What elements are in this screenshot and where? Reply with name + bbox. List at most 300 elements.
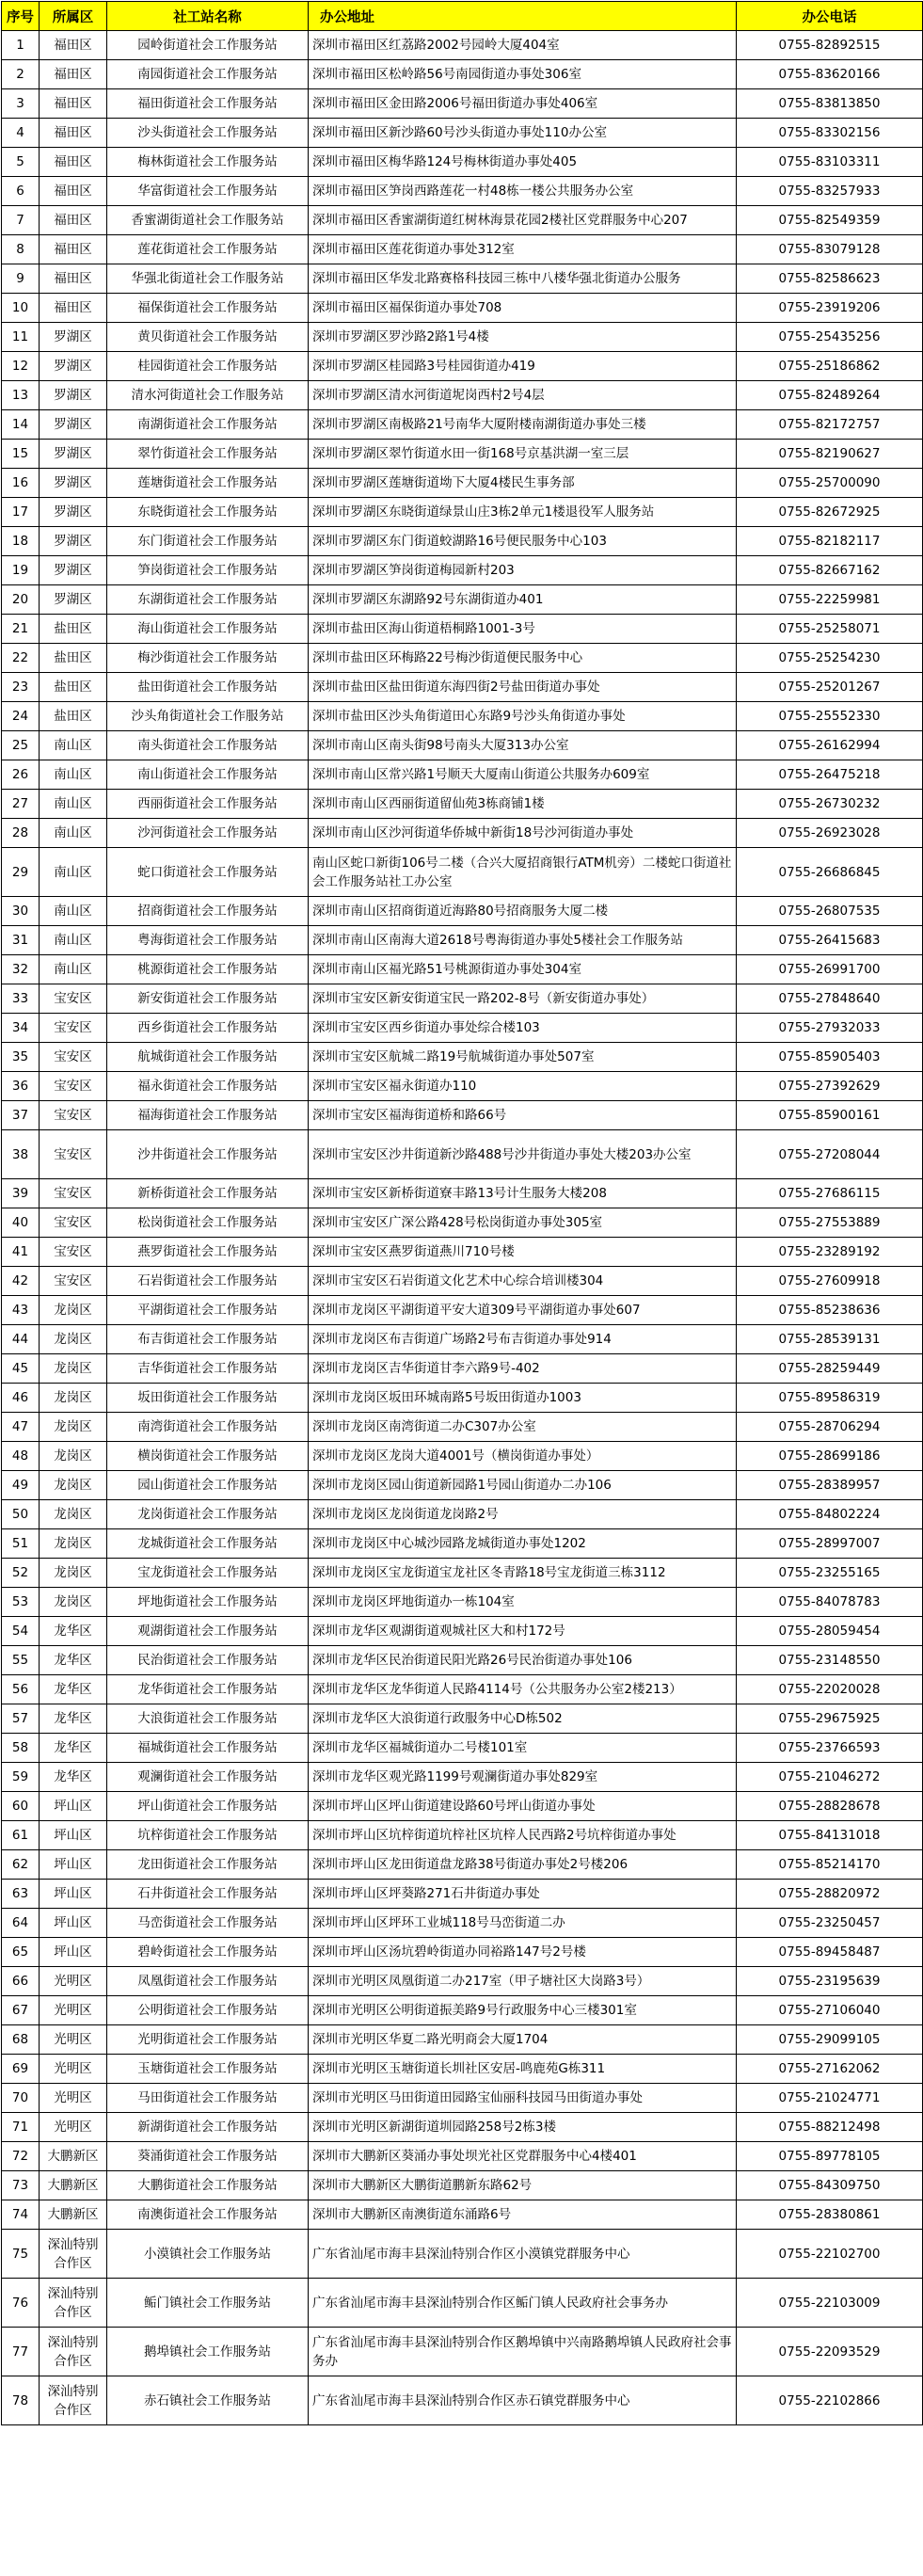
row-district: 龙岗区 <box>40 1354 107 1384</box>
table-row <box>2 1267 923 1296</box>
row-district: 龙岗区 <box>40 1325 107 1354</box>
row-station-name: 小漠镇社会工作服务站 <box>107 2230 309 2279</box>
row-number: 45 <box>2 1354 40 1384</box>
row-district: 坪山区 <box>40 1880 107 1909</box>
table-row <box>2 1471 923 1500</box>
row-station-name: 龙田街道社会工作服务站 <box>107 1850 309 1880</box>
row-station-name: 光明街道社会工作服务站 <box>107 2025 309 2055</box>
row-phone: 0755-82892515 <box>737 31 923 60</box>
row-station-name: 蛇口街道社会工作服务站 <box>107 848 309 897</box>
row-number: 61 <box>2 1821 40 1850</box>
table-row <box>2 1821 923 1850</box>
table-row <box>2 440 923 469</box>
row-district: 福田区 <box>40 60 107 89</box>
row-station-name: 鲘门镇社会工作服务站 <box>107 2279 309 2328</box>
row-station-name: 观澜街道社会工作服务站 <box>107 1763 309 1792</box>
row-address: 深圳市龙岗区中心城沙园路龙城街道办事处1202 <box>309 1529 737 1559</box>
row-number: 6 <box>2 177 40 206</box>
row-number: 42 <box>2 1267 40 1296</box>
row-address: 深圳市福田区笋岗西路莲花一村48栋一楼公共服务办公室 <box>309 177 737 206</box>
row-district: 龙岗区 <box>40 1588 107 1617</box>
row-number: 76 <box>2 2279 40 2328</box>
row-number: 78 <box>2 2376 40 2425</box>
table-row <box>2 1296 923 1325</box>
row-station-name: 坑梓街道社会工作服务站 <box>107 1821 309 1850</box>
row-district: 光明区 <box>40 2113 107 2142</box>
row-station-name: 莲花街道社会工作服务站 <box>107 235 309 264</box>
table-row <box>2 2376 923 2425</box>
row-address: 深圳市南山区南海大道2618号粤海街道办事处5楼社会工作服务站 <box>309 926 737 955</box>
row-number: 44 <box>2 1325 40 1354</box>
row-phone: 0755-22103009 <box>737 2279 923 2328</box>
row-station-name: 布吉街道社会工作服务站 <box>107 1325 309 1354</box>
row-phone: 0755-28828678 <box>737 1792 923 1821</box>
row-phone: 0755-22093529 <box>737 2328 923 2376</box>
row-station-name: 民治街道社会工作服务站 <box>107 1646 309 1675</box>
row-number: 49 <box>2 1471 40 1500</box>
row-district: 南山区 <box>40 731 107 760</box>
row-address: 深圳市宝安区西乡街道办事处综合楼103 <box>309 1014 737 1043</box>
row-number: 11 <box>2 323 40 352</box>
row-number: 64 <box>2 1909 40 1938</box>
row-phone: 0755-21024771 <box>737 2084 923 2113</box>
row-address: 深圳市宝安区新安街道宝民一路202-8号（新安街道办事处） <box>309 984 737 1014</box>
row-number: 3 <box>2 89 40 119</box>
row-district: 福田区 <box>40 177 107 206</box>
row-number: 55 <box>2 1646 40 1675</box>
row-phone: 0755-82190627 <box>737 440 923 469</box>
row-station-name: 南园街道社会工作服务站 <box>107 60 309 89</box>
row-phone: 0755-26415683 <box>737 926 923 955</box>
row-phone: 0755-28997007 <box>737 1529 923 1559</box>
row-number: 25 <box>2 731 40 760</box>
row-district: 龙岗区 <box>40 1529 107 1559</box>
row-address: 深圳市盐田区沙头角街道田心东路9号沙头角街道办事处 <box>309 702 737 731</box>
row-number: 12 <box>2 352 40 381</box>
row-address: 深圳市福田区松岭路56号南园街道办事处306室 <box>309 60 737 89</box>
row-district: 罗湖区 <box>40 381 107 410</box>
row-district: 宝安区 <box>40 1238 107 1267</box>
row-number: 39 <box>2 1179 40 1208</box>
row-number: 33 <box>2 984 40 1014</box>
row-station-name: 石岩街道社会工作服务站 <box>107 1267 309 1296</box>
row-phone: 0755-25435256 <box>737 323 923 352</box>
table-row <box>2 177 923 206</box>
table-row <box>2 119 923 148</box>
row-district: 宝安区 <box>40 1043 107 1072</box>
table-row <box>2 1014 923 1043</box>
row-station-name: 吉华街道社会工作服务站 <box>107 1354 309 1384</box>
row-district: 南山区 <box>40 848 107 897</box>
row-district: 龙华区 <box>40 1734 107 1763</box>
row-station-name: 鹅埠镇社会工作服务站 <box>107 2328 309 2376</box>
row-station-name: 坂田街道社会工作服务站 <box>107 1384 309 1413</box>
row-district: 罗湖区 <box>40 585 107 615</box>
row-phone: 0755-27609918 <box>737 1267 923 1296</box>
row-station-name: 龙华街道社会工作服务站 <box>107 1675 309 1704</box>
row-address: 深圳市南山区西丽街道留仙苑3栋商铺1楼 <box>309 790 737 819</box>
row-address: 深圳市坪山区坪葵路271石井街道办事处 <box>309 1880 737 1909</box>
row-district: 龙岗区 <box>40 1500 107 1529</box>
row-district: 大鹏新区 <box>40 2171 107 2200</box>
table-row <box>2 585 923 615</box>
row-address: 深圳市光明区新湖街道圳园路258号2栋3楼 <box>309 2113 737 2142</box>
row-station-name: 翠竹街道社会工作服务站 <box>107 440 309 469</box>
row-phone: 0755-25552330 <box>737 702 923 731</box>
row-number: 73 <box>2 2171 40 2200</box>
row-phone: 0755-85900161 <box>737 1101 923 1130</box>
row-district: 龙岗区 <box>40 1296 107 1325</box>
table-row <box>2 2279 923 2328</box>
row-address: 深圳市宝安区沙井街道新沙路488号沙井街道办事处大楼203办公室 <box>309 1130 737 1179</box>
row-district: 光明区 <box>40 2084 107 2113</box>
row-address: 深圳市宝安区福永街道办110 <box>309 1072 737 1101</box>
row-district: 光明区 <box>40 1967 107 1996</box>
row-station-name: 马峦街道社会工作服务站 <box>107 1909 309 1938</box>
row-number: 18 <box>2 527 40 556</box>
row-district: 南山区 <box>40 955 107 984</box>
row-phone: 0755-83103311 <box>737 148 923 177</box>
row-number: 26 <box>2 760 40 790</box>
row-station-name: 园岭街道社会工作服务站 <box>107 31 309 60</box>
table-row <box>2 2230 923 2279</box>
row-number: 50 <box>2 1500 40 1529</box>
row-address: 广东省汕尾市海丰县深汕特别合作区鹅埠镇中兴南路鹅埠镇人民政府社会事务办 <box>309 2328 737 2376</box>
row-station-name: 龙城街道社会工作服务站 <box>107 1529 309 1559</box>
row-phone: 0755-82549359 <box>737 206 923 235</box>
row-number: 63 <box>2 1880 40 1909</box>
row-phone: 0755-28059454 <box>737 1617 923 1646</box>
table-row <box>2 294 923 323</box>
table-row <box>2 264 923 294</box>
row-number: 51 <box>2 1529 40 1559</box>
row-station-name: 福田街道社会工作服务站 <box>107 89 309 119</box>
row-district: 龙岗区 <box>40 1559 107 1588</box>
row-number: 14 <box>2 410 40 440</box>
row-number: 60 <box>2 1792 40 1821</box>
table-row <box>2 1208 923 1238</box>
row-phone: 0755-22020028 <box>737 1675 923 1704</box>
row-phone: 0755-23195639 <box>737 1967 923 1996</box>
row-district: 福田区 <box>40 31 107 60</box>
row-phone: 0755-27848640 <box>737 984 923 1014</box>
row-station-name: 葵涌街道社会工作服务站 <box>107 2142 309 2171</box>
table-row <box>2 897 923 926</box>
table-row <box>2 984 923 1014</box>
row-phone: 0755-88212498 <box>737 2113 923 2142</box>
row-phone: 0755-26991700 <box>737 955 923 984</box>
row-district: 罗湖区 <box>40 410 107 440</box>
row-number: 72 <box>2 2142 40 2171</box>
row-number: 21 <box>2 615 40 644</box>
row-address: 深圳市南山区常兴路1号顺天大厦南山街道公共服务办609室 <box>309 760 737 790</box>
row-address: 深圳市龙华区观湖街道观城社区大和村172号 <box>309 1617 737 1646</box>
row-phone: 0755-23766593 <box>737 1734 923 1763</box>
row-address: 深圳市福田区红荔路2002号园岭大厦404室 <box>309 31 737 60</box>
row-phone: 0755-27932033 <box>737 1014 923 1043</box>
row-address: 深圳市龙岗区宝龙街道宝龙社区冬青路18号宝龙街道三栋3112 <box>309 1559 737 1588</box>
table-row <box>2 1384 923 1413</box>
row-station-name: 黄贝街道社会工作服务站 <box>107 323 309 352</box>
row-station-name: 香蜜湖街道社会工作服务站 <box>107 206 309 235</box>
row-district: 南山区 <box>40 760 107 790</box>
row-district: 罗湖区 <box>40 469 107 498</box>
row-station-name: 华强北街道社会工作服务站 <box>107 264 309 294</box>
row-address: 深圳市盐田区海山街道梧桐路1001-3号 <box>309 615 737 644</box>
row-number: 62 <box>2 1850 40 1880</box>
row-station-name: 南湾街道社会工作服务站 <box>107 1413 309 1442</box>
row-phone: 0755-26475218 <box>737 760 923 790</box>
row-number: 2 <box>2 60 40 89</box>
table-row <box>2 1588 923 1617</box>
table-row <box>2 615 923 644</box>
table-row <box>2 1617 923 1646</box>
row-station-name: 西乡街道社会工作服务站 <box>107 1014 309 1043</box>
row-phone: 0755-85214170 <box>737 1850 923 1880</box>
table-row <box>2 206 923 235</box>
row-address: 深圳市光明区华夏二路光明商会大厦1704 <box>309 2025 737 2055</box>
table-row <box>2 1792 923 1821</box>
row-address: 深圳市宝安区广深公路428号松岗街道办事处305室 <box>309 1208 737 1238</box>
table-row <box>2 352 923 381</box>
row-station-name: 石井街道社会工作服务站 <box>107 1880 309 1909</box>
row-address: 深圳市罗湖区罗沙路2路1号4楼 <box>309 323 737 352</box>
row-station-name: 西丽街道社会工作服务站 <box>107 790 309 819</box>
row-station-name: 东湖街道社会工作服务站 <box>107 585 309 615</box>
row-phone: 0755-22102866 <box>737 2376 923 2425</box>
row-phone: 0755-23255165 <box>737 1559 923 1588</box>
row-address: 深圳市龙岗区坪地街道办一栋104室 <box>309 1588 737 1617</box>
header-phone: 办公电话 <box>737 2 923 31</box>
row-number: 8 <box>2 235 40 264</box>
row-district: 宝安区 <box>40 1130 107 1179</box>
row-address: 深圳市光明区玉塘街道长圳社区安居-鸣鹿苑G栋311 <box>309 2055 737 2084</box>
row-number: 65 <box>2 1938 40 1967</box>
row-address: 深圳市大鹏新区葵涌办事处坝光社区党群服务中心4楼401 <box>309 2142 737 2171</box>
row-phone: 0755-28380861 <box>737 2200 923 2230</box>
row-station-name: 平湖街道社会工作服务站 <box>107 1296 309 1325</box>
row-district: 龙华区 <box>40 1646 107 1675</box>
row-station-name: 横岗街道社会工作服务站 <box>107 1442 309 1471</box>
row-district: 宝安区 <box>40 1267 107 1296</box>
row-phone: 0755-82182117 <box>737 527 923 556</box>
row-district: 宝安区 <box>40 1101 107 1130</box>
row-station-name: 华富街道社会工作服务站 <box>107 177 309 206</box>
table-row <box>2 955 923 984</box>
row-address: 深圳市龙岗区园山街道新园路1号园山街道办二办106 <box>309 1471 737 1500</box>
row-station-name: 福保街道社会工作服务站 <box>107 294 309 323</box>
row-number: 57 <box>2 1704 40 1734</box>
table-row <box>2 2200 923 2230</box>
table-row <box>2 731 923 760</box>
row-number: 9 <box>2 264 40 294</box>
row-address: 深圳市龙华区大浪街道行政服务中心D栋502 <box>309 1704 737 1734</box>
row-district: 南山区 <box>40 897 107 926</box>
row-district: 坪山区 <box>40 1909 107 1938</box>
row-station-name: 观湖街道社会工作服务站 <box>107 1617 309 1646</box>
row-address: 广东省汕尾市海丰县深汕特别合作区鲘门镇人民政府社会事务办 <box>309 2279 737 2328</box>
row-number: 59 <box>2 1763 40 1792</box>
row-address: 深圳市宝安区燕罗街道燕川710号楼 <box>309 1238 737 1267</box>
row-district: 龙华区 <box>40 1763 107 1792</box>
row-district: 坪山区 <box>40 1850 107 1880</box>
row-phone: 0755-82172757 <box>737 410 923 440</box>
table-row <box>2 2113 923 2142</box>
row-number: 22 <box>2 644 40 673</box>
table-row <box>2 527 923 556</box>
row-address: 深圳市宝安区福海街道桥和路66号 <box>309 1101 737 1130</box>
row-address: 深圳市龙岗区南湾街道二办C307办公室 <box>309 1413 737 1442</box>
row-district: 南山区 <box>40 819 107 848</box>
row-district: 盐田区 <box>40 615 107 644</box>
row-station-name: 桂园街道社会工作服务站 <box>107 352 309 381</box>
row-number: 37 <box>2 1101 40 1130</box>
row-address: 深圳市坪山区坪山街道建设路60号坪山街道办事处 <box>309 1792 737 1821</box>
table-row <box>2 1880 923 1909</box>
row-station-name: 沙头角街道社会工作服务站 <box>107 702 309 731</box>
row-district: 盐田区 <box>40 702 107 731</box>
row-phone: 0755-23289192 <box>737 1238 923 1267</box>
row-address: 深圳市福田区华发北路赛格科技园三栋中八楼华强北街道办公服务 <box>309 264 737 294</box>
table-row <box>2 1238 923 1267</box>
row-address: 深圳市坪山区汤坑碧岭街道办同裕路147号2号楼 <box>309 1938 737 1967</box>
row-district: 大鹏新区 <box>40 2142 107 2171</box>
row-number: 46 <box>2 1384 40 1413</box>
row-address: 深圳市罗湖区东湖路92号东湖街道办401 <box>309 585 737 615</box>
row-number: 16 <box>2 469 40 498</box>
table-row <box>2 1938 923 1967</box>
row-number: 54 <box>2 1617 40 1646</box>
table-row <box>2 1072 923 1101</box>
table-row <box>2 148 923 177</box>
row-address: 深圳市宝安区新桥街道寮丰路13号计生服务大楼208 <box>309 1179 737 1208</box>
table-row <box>2 1043 923 1072</box>
row-number: 10 <box>2 294 40 323</box>
row-phone: 0755-85238636 <box>737 1296 923 1325</box>
row-address: 深圳市龙华区福城街道办二号楼101室 <box>309 1734 737 1763</box>
row-district: 罗湖区 <box>40 498 107 527</box>
row-address: 广东省汕尾市海丰县深汕特别合作区小漠镇党群服务中心 <box>309 2230 737 2279</box>
row-station-name: 大浪街道社会工作服务站 <box>107 1704 309 1734</box>
row-phone: 0755-25258071 <box>737 615 923 644</box>
row-station-name: 福城街道社会工作服务站 <box>107 1734 309 1763</box>
row-phone: 0755-28389957 <box>737 1471 923 1500</box>
row-address: 深圳市福田区梅华路124号梅林街道办事处405 <box>309 148 737 177</box>
row-district: 福田区 <box>40 235 107 264</box>
row-station-name: 凤凰街道社会工作服务站 <box>107 1967 309 1996</box>
row-station-name: 新桥街道社会工作服务站 <box>107 1179 309 1208</box>
row-phone: 0755-85905403 <box>737 1043 923 1072</box>
row-station-name: 桃源街道社会工作服务站 <box>107 955 309 984</box>
row-district: 龙岗区 <box>40 1384 107 1413</box>
row-phone: 0755-23919206 <box>737 294 923 323</box>
row-phone: 0755-27162062 <box>737 2055 923 2084</box>
row-number: 58 <box>2 1734 40 1763</box>
row-number: 24 <box>2 702 40 731</box>
row-district: 福田区 <box>40 119 107 148</box>
row-station-name: 坪山街道社会工作服务站 <box>107 1792 309 1821</box>
row-phone: 0755-82586623 <box>737 264 923 294</box>
row-address: 深圳市光明区公明街道振美路9号行政服务中心三楼301室 <box>309 1996 737 2025</box>
row-phone: 0755-28259449 <box>737 1354 923 1384</box>
social-work-station-table <box>1 1 923 2425</box>
row-phone: 0755-26686845 <box>737 848 923 897</box>
row-station-name: 笋岗街道社会工作服务站 <box>107 556 309 585</box>
row-address: 深圳市福田区莲花街道办事处312室 <box>309 235 737 264</box>
row-address: 深圳市罗湖区桂园路3号桂园街道办419 <box>309 352 737 381</box>
row-station-name: 燕罗街道社会工作服务站 <box>107 1238 309 1267</box>
row-station-name: 松岗街道社会工作服务站 <box>107 1208 309 1238</box>
row-number: 1 <box>2 31 40 60</box>
row-number: 5 <box>2 148 40 177</box>
table-row <box>2 1179 923 1208</box>
row-phone: 0755-25186862 <box>737 352 923 381</box>
table-row <box>2 60 923 89</box>
row-address: 深圳市盐田区环梅路22号梅沙街道便民服务中心 <box>309 644 737 673</box>
row-number: 52 <box>2 1559 40 1588</box>
row-district: 深汕特别合作区 <box>40 2230 107 2279</box>
row-phone: 0755-28539131 <box>737 1325 923 1354</box>
row-district: 深汕特别合作区 <box>40 2328 107 2376</box>
row-station-name: 宝龙街道社会工作服务站 <box>107 1559 309 1588</box>
row-station-name: 坪地街道社会工作服务站 <box>107 1588 309 1617</box>
row-station-name: 新安街道社会工作服务站 <box>107 984 309 1014</box>
row-district: 福田区 <box>40 294 107 323</box>
table-row <box>2 1559 923 1588</box>
row-district: 罗湖区 <box>40 440 107 469</box>
row-station-name: 碧岭街道社会工作服务站 <box>107 1938 309 1967</box>
table-row <box>2 1325 923 1354</box>
row-station-name: 南山街道社会工作服务站 <box>107 760 309 790</box>
table-row <box>2 1442 923 1471</box>
row-phone: 0755-28699186 <box>737 1442 923 1471</box>
row-district: 盐田区 <box>40 644 107 673</box>
row-district: 龙华区 <box>40 1675 107 1704</box>
row-address: 深圳市福田区新沙路60号沙头街道办事处110办公室 <box>309 119 737 148</box>
table-row <box>2 323 923 352</box>
row-address: 深圳市龙岗区坂田环城南路5号坂田街道办1003 <box>309 1384 737 1413</box>
row-address: 深圳市光明区马田街道田园路宝仙丽科技园马田街道办事处 <box>309 2084 737 2113</box>
row-number: 75 <box>2 2230 40 2279</box>
row-phone: 0755-83302156 <box>737 119 923 148</box>
row-district: 宝安区 <box>40 1179 107 1208</box>
row-address: 深圳市坪山区坑梓街道坑梓社区坑梓人民西路2号坑梓街道办事处 <box>309 1821 737 1850</box>
table-row <box>2 1130 923 1179</box>
table-row <box>2 1996 923 2025</box>
row-station-name: 新湖街道社会工作服务站 <box>107 2113 309 2142</box>
row-address: 深圳市龙华区民治街道民阳光路26号民治街道办事处106 <box>309 1646 737 1675</box>
row-district: 罗湖区 <box>40 323 107 352</box>
row-number: 20 <box>2 585 40 615</box>
table-row <box>2 819 923 848</box>
row-address: 深圳市龙华区龙华街道人民路4114号（公共服务办公室2楼213） <box>309 1675 737 1704</box>
row-station-name: 沙井街道社会工作服务站 <box>107 1130 309 1179</box>
row-number: 27 <box>2 790 40 819</box>
row-number: 23 <box>2 673 40 702</box>
row-phone: 0755-27553889 <box>737 1208 923 1238</box>
row-station-name: 龙岗街道社会工作服务站 <box>107 1500 309 1529</box>
table-row <box>2 469 923 498</box>
row-phone: 0755-82667162 <box>737 556 923 585</box>
row-phone: 0755-89458487 <box>737 1938 923 1967</box>
row-number: 19 <box>2 556 40 585</box>
row-address: 深圳市罗湖区东晓街道绿景山庄3栋2单元1楼退役军人服务站 <box>309 498 737 527</box>
table-row <box>2 2084 923 2113</box>
row-station-name: 南澳街道社会工作服务站 <box>107 2200 309 2230</box>
row-number: 15 <box>2 440 40 469</box>
row-phone: 0755-82672925 <box>737 498 923 527</box>
table-row <box>2 2055 923 2084</box>
